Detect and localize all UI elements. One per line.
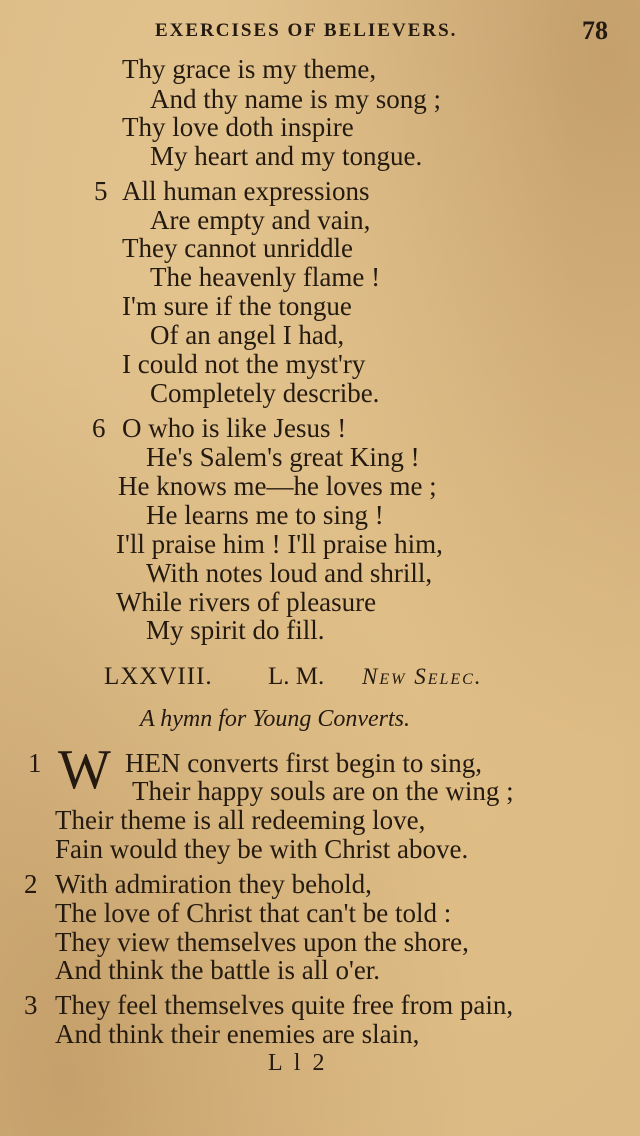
verse-line: Their theme is all redeeming love, [55, 805, 426, 835]
verse-line: He's Salem's great King ! [146, 442, 420, 472]
verse-line: And thy name is my song ; [150, 84, 441, 114]
verse-line: With admiration they behold, [55, 869, 372, 899]
verse-line: They cannot unriddle [122, 233, 353, 263]
page-number: 78 [582, 16, 608, 45]
verse-line: He knows me—he loves me ; [118, 471, 437, 501]
hymn-title: A hymn for Young Converts. [140, 706, 411, 732]
verse-line: Completely describe. [150, 378, 380, 408]
verse-line: They view themselves upon the shore, [55, 927, 469, 957]
verse-line: Are empty and vain, [150, 205, 371, 235]
verse-line: I'm sure if the tongue [122, 291, 352, 321]
verse-line: And think the battle is all o'er. [55, 955, 381, 985]
stanza-number: 3 [24, 990, 38, 1020]
verse-line: All human expressions [122, 176, 370, 206]
verse-line: HEN converts first begin to sing, [125, 748, 482, 778]
verse-line: He learns me to sing ! [146, 500, 384, 530]
verse-line: Thy love doth inspire [122, 112, 354, 142]
signature-mark: L l 2 [268, 1050, 328, 1076]
hymn-meter: L. M. [268, 663, 325, 690]
verse-line: While rivers of pleasure [116, 587, 377, 617]
stanza-number: 1 [28, 748, 42, 778]
stanza-number: 5 [94, 176, 108, 206]
drop-cap: W [58, 739, 111, 801]
verse-line: The heavenly flame ! [150, 262, 381, 292]
verse-line: My heart and my tongue. [150, 141, 423, 171]
verse-line: I'll praise him ! I'll praise him, [116, 529, 443, 559]
verse-line: The love of Christ that can't be told : [55, 898, 452, 928]
stanza-number: 2 [24, 869, 38, 899]
stanza-number: 6 [92, 413, 106, 443]
verse-line: I could not the myst'ry [122, 349, 366, 379]
verse-line: O who is like Jesus ! [122, 413, 347, 443]
verse-line: And think their enemies are slain, [55, 1019, 420, 1049]
verse-line: Their happy souls are on the wing ; [132, 776, 514, 806]
running-head: EXERCISES OF BELIEVERS. [155, 20, 458, 41]
hymn-number: LXXVIII. [104, 663, 213, 690]
verse-line: They feel themselves quite free from pain, [55, 990, 514, 1020]
verse-line: Of an angel I had, [150, 320, 345, 350]
verse-line: Thy grace is my theme, [122, 54, 377, 84]
verse-line: With notes loud and shrill, [146, 558, 433, 588]
verse-line: Fain would they be with Christ above. [55, 834, 469, 864]
page-header [0, 14, 640, 54]
verse-line: My spirit do fill. [146, 615, 325, 645]
hymn-source: New Selec. [362, 664, 483, 689]
